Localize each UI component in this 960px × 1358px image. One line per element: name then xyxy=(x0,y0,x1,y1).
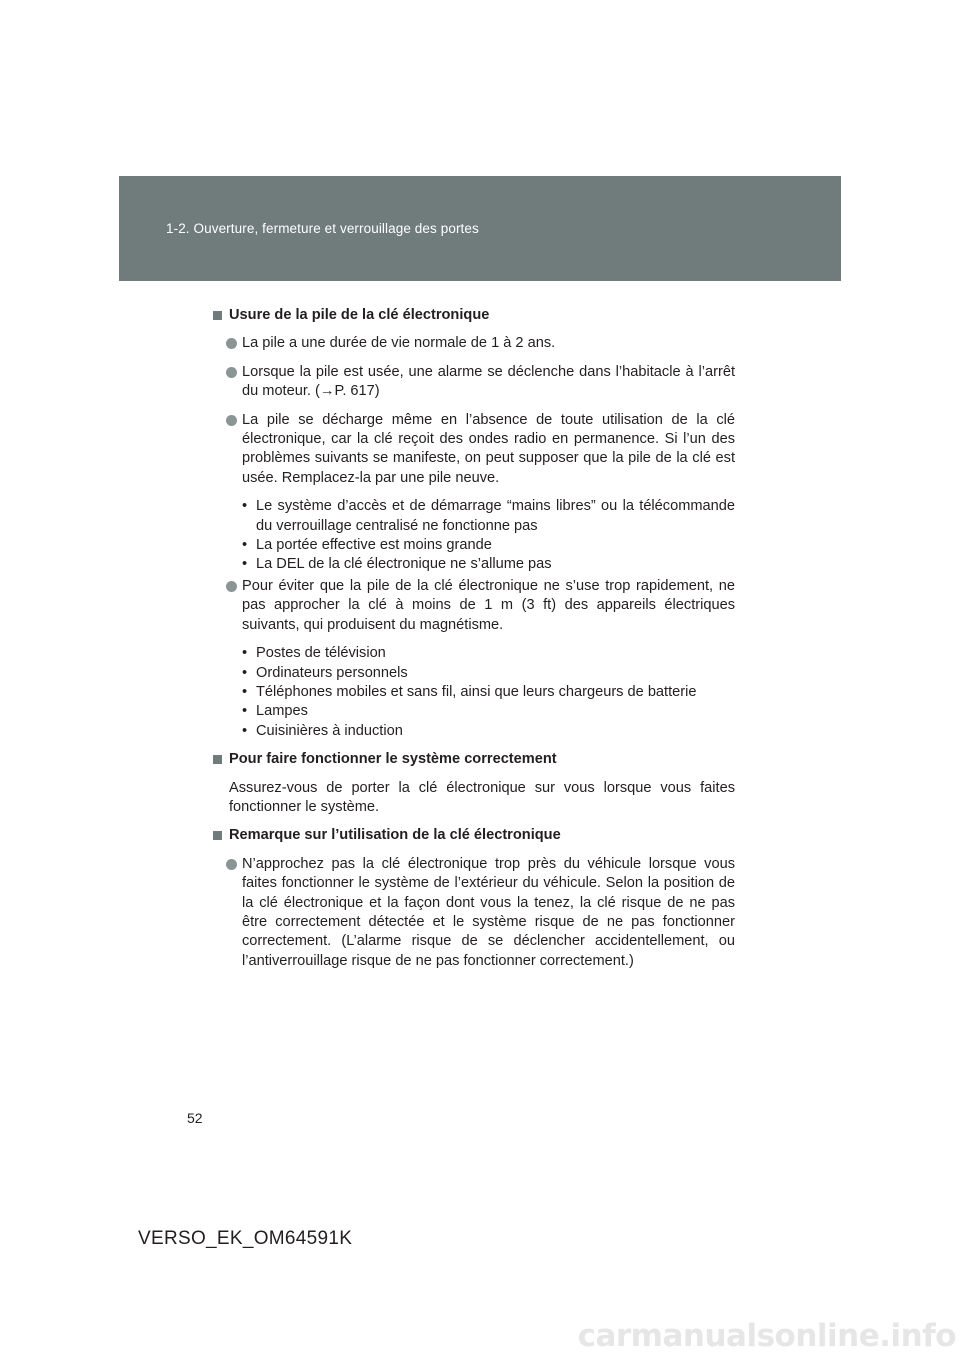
circle-bullet-icon xyxy=(226,581,237,592)
circle-bullet-icon xyxy=(226,367,237,378)
list-item xyxy=(213,411,735,489)
dot-bullet-icon: • xyxy=(242,498,248,515)
square-bullet-icon xyxy=(213,311,222,320)
dot-bullet-icon: • xyxy=(242,664,248,681)
watermark: carmanualsonline.info xyxy=(577,1318,956,1354)
heading-text: Pour faire fonctionner le système correctement xyxy=(229,751,557,768)
list-item xyxy=(213,334,735,353)
sub-list-item: • Le système d’accès et de démarrage “mains libres” ou la télécommande du verrouillage centralisé ne fonctionne pas xyxy=(242,498,735,534)
list-item-text: La pile a une durée de vie normale de 1 à 2 ans. xyxy=(242,335,556,352)
sub-list-item: • La portée effective est moins grande xyxy=(213,536,735,555)
list-item xyxy=(213,855,735,971)
list-item-text: Lorsque la pile est usée, une alarme se déclenche dans l’habitacle à l’arrêt du moteur. (→P. 617) xyxy=(242,363,735,400)
sub-list-item: • Ordinateurs personnels xyxy=(213,664,735,683)
list-item-text: N’approchez pas la clé électronique trop près du véhicule lorsque vous faites fonctionner le système de l’extérieur du véhicule. Selon la position de la clé électronique et la façon dont vous la tenez, la clé risque de ne pas être correctement détectée et le système risque de ne pas fonctionner correctement. (L’alarme risque de se déclencher accidentellement, ou l’antiverrouillage risque de ne pas fonctionner correctement.) xyxy=(242,855,735,969)
dot-bullet-icon: • xyxy=(242,537,248,554)
section-heading xyxy=(213,826,735,845)
dot-bullet-icon: • xyxy=(242,556,248,573)
dot-bullet-icon: • xyxy=(242,683,248,700)
document-code: VERSO_EK_OM64591K xyxy=(138,1228,353,1249)
sub-list-item: • La DEL de la clé électronique ne s’allume pas xyxy=(213,555,735,574)
device-list xyxy=(213,644,735,741)
sub-list-item: • Lampes xyxy=(213,702,735,721)
page-number: 52 xyxy=(187,1110,203,1126)
square-bullet-icon xyxy=(213,755,222,764)
list-item xyxy=(213,577,735,635)
sub-list-item: • Postes de télévision xyxy=(213,644,735,663)
circle-bullet-icon xyxy=(226,338,237,349)
square-bullet-icon xyxy=(213,831,222,840)
sub-list-item: • Cuisinières à induction xyxy=(213,722,735,741)
sub-list-item: • Téléphones mobiles et sans fil, ainsi que leurs chargeurs de batterie xyxy=(213,683,735,702)
section-header-band xyxy=(119,176,841,281)
list-item xyxy=(213,363,735,402)
heading-text: Usure de la pile de la clé électronique xyxy=(229,307,490,323)
section-heading xyxy=(213,750,735,769)
dot-bullet-icon: • xyxy=(242,645,248,662)
list-item-text: La pile se décharge même en l’absence de toute utilisation de la clé électronique, car la clé reçoit des ondes radio en permanence. Si l’un des problèmes suivants se manifeste, on peut supposer que la pile de la clé est usée. Remplacez-la par une pile neuve. xyxy=(242,411,735,486)
symptom-list xyxy=(213,497,735,575)
circle-bullet-icon xyxy=(226,859,237,870)
paragraph: Assurez-vous de porter la clé électronique sur vous lorsque vous faites fonctionner le système. xyxy=(229,779,735,815)
dot-bullet-icon: • xyxy=(242,703,248,720)
section-title: 1-2. Ouverture, fermeture et verrouillage des portes xyxy=(166,221,479,236)
dot-bullet-icon: • xyxy=(242,722,248,739)
heading-text: Remarque sur l’utilisation de la clé électronique xyxy=(229,827,561,844)
list-item-text: Pour éviter que la pile de la clé électronique ne s’use trop rapidement, ne pas approcher la clé à moins de 1 m (3 ft) des appareils électriques suivants, qui produisent du magnétisme. xyxy=(242,577,735,633)
section-heading xyxy=(213,306,735,325)
page-content xyxy=(213,306,735,980)
circle-bullet-icon xyxy=(226,415,237,426)
